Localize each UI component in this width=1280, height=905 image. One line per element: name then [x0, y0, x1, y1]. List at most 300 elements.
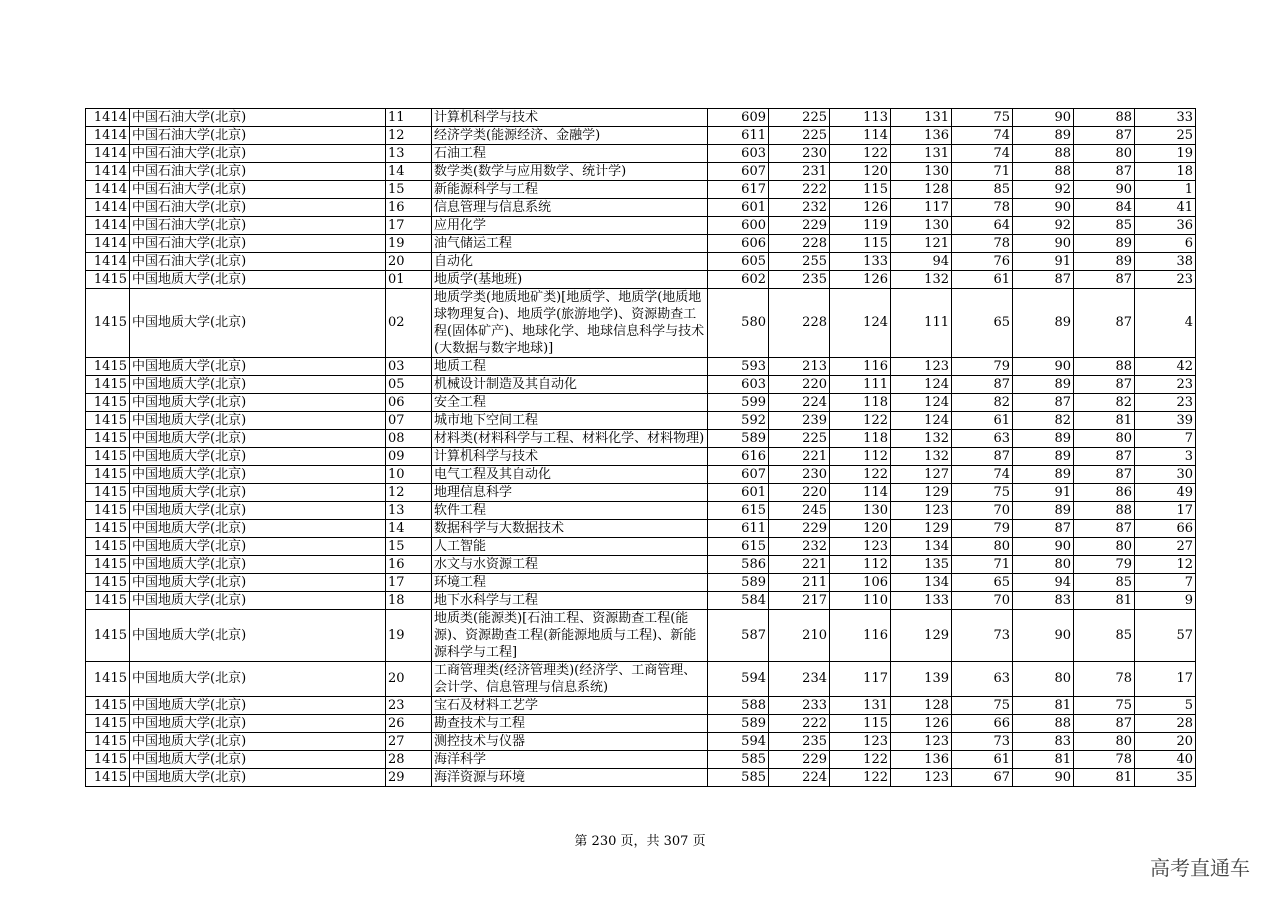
score-c5-cell: 80 [1013, 662, 1074, 697]
school-code-cell: 1414 [86, 253, 130, 271]
major-code-cell: 05 [386, 376, 432, 394]
major-code-cell: 18 [386, 592, 432, 610]
score-c6-cell: 89 [1074, 253, 1135, 271]
table-row [86, 430, 1196, 448]
score-total-cell: 601 [708, 484, 769, 502]
major-name-cell: 计算机科学与技术 [432, 109, 708, 127]
score-c1-cell: 225 [769, 127, 830, 145]
school-code-cell: 1415 [86, 271, 130, 289]
school-code-cell: 1414 [86, 217, 130, 235]
score-rank-cell: 1 [1135, 181, 1196, 199]
table-row [86, 127, 1196, 145]
score-c6-cell: 88 [1074, 358, 1135, 376]
score-rank-cell: 7 [1135, 574, 1196, 592]
score-rank-cell: 18 [1135, 163, 1196, 181]
table-row [86, 145, 1196, 163]
school-name-cell: 中国地质大学(北京) [130, 289, 386, 358]
score-c2-cell: 122 [830, 412, 891, 430]
score-c5-cell: 88 [1013, 163, 1074, 181]
score-c1-cell: 239 [769, 412, 830, 430]
score-c4-cell: 75 [952, 697, 1013, 715]
score-c4-cell: 79 [952, 520, 1013, 538]
score-rank-cell: 5 [1135, 697, 1196, 715]
score-c4-cell: 79 [952, 358, 1013, 376]
school-code-cell: 1415 [86, 466, 130, 484]
major-name-cell: 地质工程 [432, 358, 708, 376]
table-row [86, 163, 1196, 181]
score-c1-cell: 228 [769, 235, 830, 253]
score-c6-cell: 84 [1074, 199, 1135, 217]
score-c2-cell: 133 [830, 253, 891, 271]
school-name-cell: 中国地质大学(北京) [130, 394, 386, 412]
score-c6-cell: 80 [1074, 733, 1135, 751]
score-rank-cell: 40 [1135, 751, 1196, 769]
score-c6-cell: 87 [1074, 271, 1135, 289]
school-code-cell: 1415 [86, 592, 130, 610]
major-code-cell: 28 [386, 751, 432, 769]
page-footer: 第 230 页，共 307 页 [574, 834, 706, 849]
major-code-cell: 14 [386, 520, 432, 538]
score-c2-cell: 120 [830, 520, 891, 538]
school-name-cell: 中国地质大学(北京) [130, 412, 386, 430]
score-c6-cell: 80 [1074, 538, 1135, 556]
score-c4-cell: 61 [952, 412, 1013, 430]
major-name-cell: 海洋科学 [432, 751, 708, 769]
score-c2-cell: 120 [830, 163, 891, 181]
school-name-cell: 中国地质大学(北京) [130, 358, 386, 376]
score-rank-cell: 17 [1135, 662, 1196, 697]
score-c1-cell: 232 [769, 538, 830, 556]
score-c3-cell: 131 [891, 109, 952, 127]
score-c4-cell: 74 [952, 145, 1013, 163]
score-rank-cell: 49 [1135, 484, 1196, 502]
score-rank-cell: 66 [1135, 520, 1196, 538]
score-c5-cell: 90 [1013, 358, 1074, 376]
school-name-cell: 中国石油大学(北京) [130, 109, 386, 127]
score-c1-cell: 222 [769, 181, 830, 199]
score-rank-cell: 30 [1135, 466, 1196, 484]
score-c2-cell: 117 [830, 662, 891, 697]
score-c2-cell: 122 [830, 751, 891, 769]
score-c3-cell: 135 [891, 556, 952, 574]
score-c6-cell: 81 [1074, 592, 1135, 610]
score-rank-cell: 4 [1135, 289, 1196, 358]
school-code-cell: 1415 [86, 751, 130, 769]
major-name-cell: 经济学类(能源经济、金融学) [432, 127, 708, 145]
score-c2-cell: 124 [830, 289, 891, 358]
table-row [86, 199, 1196, 217]
score-c1-cell: 220 [769, 484, 830, 502]
score-c5-cell: 90 [1013, 769, 1074, 787]
score-total-cell: 599 [708, 394, 769, 412]
score-total-cell: 603 [708, 376, 769, 394]
score-c5-cell: 82 [1013, 412, 1074, 430]
score-c1-cell: 225 [769, 430, 830, 448]
score-c4-cell: 74 [952, 127, 1013, 145]
school-name-cell: 中国地质大学(北京) [130, 538, 386, 556]
school-name-cell: 中国地质大学(北京) [130, 769, 386, 787]
score-c6-cell: 88 [1074, 502, 1135, 520]
school-code-cell: 1414 [86, 163, 130, 181]
school-code-cell: 1415 [86, 538, 130, 556]
score-rank-cell: 36 [1135, 217, 1196, 235]
score-total-cell: 588 [708, 697, 769, 715]
score-rank-cell: 28 [1135, 715, 1196, 733]
major-code-cell: 11 [386, 109, 432, 127]
score-total-cell: 617 [708, 181, 769, 199]
school-code-cell: 1414 [86, 181, 130, 199]
score-c1-cell: 230 [769, 145, 830, 163]
school-name-cell: 中国地质大学(北京) [130, 502, 386, 520]
score-total-cell: 600 [708, 217, 769, 235]
score-c3-cell: 94 [891, 253, 952, 271]
score-total-cell: 586 [708, 556, 769, 574]
table-row [86, 662, 1196, 697]
school-code-cell: 1415 [86, 697, 130, 715]
table-row [86, 538, 1196, 556]
school-code-cell: 1415 [86, 484, 130, 502]
score-c2-cell: 114 [830, 484, 891, 502]
school-name-cell: 中国地质大学(北京) [130, 430, 386, 448]
score-c4-cell: 80 [952, 538, 1013, 556]
school-name-cell: 中国石油大学(北京) [130, 199, 386, 217]
major-name-cell: 计算机科学与技术 [432, 448, 708, 466]
score-c6-cell: 87 [1074, 127, 1135, 145]
major-name-cell: 宝石及材料工艺学 [432, 697, 708, 715]
table-row [86, 412, 1196, 430]
table-row [86, 394, 1196, 412]
school-code-cell: 1415 [86, 769, 130, 787]
score-c6-cell: 81 [1074, 769, 1135, 787]
score-c1-cell: 230 [769, 466, 830, 484]
school-name-cell: 中国地质大学(北京) [130, 448, 386, 466]
score-c5-cell: 89 [1013, 376, 1074, 394]
score-c1-cell: 220 [769, 376, 830, 394]
score-c5-cell: 89 [1013, 127, 1074, 145]
watermark: 高考直通车 [1150, 856, 1250, 880]
table-row [86, 376, 1196, 394]
score-c4-cell: 87 [952, 376, 1013, 394]
score-c3-cell: 134 [891, 538, 952, 556]
score-c5-cell: 88 [1013, 715, 1074, 733]
school-code-cell: 1415 [86, 358, 130, 376]
score-c3-cell: 131 [891, 145, 952, 163]
score-c3-cell: 133 [891, 592, 952, 610]
school-name-cell: 中国地质大学(北京) [130, 751, 386, 769]
score-c6-cell: 87 [1074, 289, 1135, 358]
score-c5-cell: 83 [1013, 592, 1074, 610]
major-code-cell: 01 [386, 271, 432, 289]
score-c2-cell: 116 [830, 358, 891, 376]
major-code-cell: 06 [386, 394, 432, 412]
score-c3-cell: 130 [891, 217, 952, 235]
score-c5-cell: 90 [1013, 538, 1074, 556]
score-total-cell: 602 [708, 271, 769, 289]
major-code-cell: 27 [386, 733, 432, 751]
school-name-cell: 中国地质大学(北京) [130, 697, 386, 715]
score-rank-cell: 12 [1135, 556, 1196, 574]
major-name-cell: 油气储运工程 [432, 235, 708, 253]
major-name-cell: 新能源科学与工程 [432, 181, 708, 199]
score-total-cell: 585 [708, 751, 769, 769]
table-row [86, 217, 1196, 235]
table-row [86, 448, 1196, 466]
major-name-cell: 安全工程 [432, 394, 708, 412]
major-code-cell: 17 [386, 217, 432, 235]
score-c3-cell: 132 [891, 430, 952, 448]
score-c6-cell: 87 [1074, 466, 1135, 484]
score-c4-cell: 73 [952, 733, 1013, 751]
score-c1-cell: 229 [769, 217, 830, 235]
table-row [86, 271, 1196, 289]
score-c4-cell: 66 [952, 715, 1013, 733]
score-total-cell: 589 [708, 715, 769, 733]
score-c1-cell: 222 [769, 715, 830, 733]
score-c6-cell: 78 [1074, 751, 1135, 769]
school-code-cell: 1415 [86, 733, 130, 751]
major-name-cell: 软件工程 [432, 502, 708, 520]
score-c4-cell: 73 [952, 610, 1013, 662]
score-total-cell: 601 [708, 199, 769, 217]
major-code-cell: 15 [386, 538, 432, 556]
score-c1-cell: 221 [769, 448, 830, 466]
score-c4-cell: 65 [952, 574, 1013, 592]
score-c4-cell: 70 [952, 502, 1013, 520]
score-c3-cell: 139 [891, 662, 952, 697]
school-code-cell: 1415 [86, 376, 130, 394]
score-c6-cell: 87 [1074, 448, 1135, 466]
score-c6-cell: 87 [1074, 520, 1135, 538]
major-code-cell: 12 [386, 127, 432, 145]
school-code-cell: 1415 [86, 502, 130, 520]
score-total-cell: 616 [708, 448, 769, 466]
school-code-cell: 1415 [86, 556, 130, 574]
score-c5-cell: 83 [1013, 733, 1074, 751]
school-name-cell: 中国石油大学(北京) [130, 145, 386, 163]
score-c2-cell: 131 [830, 697, 891, 715]
major-name-cell: 石油工程 [432, 145, 708, 163]
score-c6-cell: 85 [1074, 574, 1135, 592]
school-name-cell: 中国地质大学(北京) [130, 466, 386, 484]
school-code-cell: 1415 [86, 715, 130, 733]
score-c1-cell: 255 [769, 253, 830, 271]
score-rank-cell: 42 [1135, 358, 1196, 376]
score-c5-cell: 90 [1013, 109, 1074, 127]
major-name-cell: 人工智能 [432, 538, 708, 556]
score-c2-cell: 123 [830, 538, 891, 556]
major-code-cell: 19 [386, 235, 432, 253]
score-rank-cell: 17 [1135, 502, 1196, 520]
school-code-cell: 1415 [86, 448, 130, 466]
score-rank-cell: 7 [1135, 430, 1196, 448]
school-name-cell: 中国地质大学(北京) [130, 592, 386, 610]
score-c3-cell: 117 [891, 199, 952, 217]
school-code-cell: 1415 [86, 574, 130, 592]
score-c3-cell: 134 [891, 574, 952, 592]
score-c4-cell: 63 [952, 662, 1013, 697]
score-c1-cell: 221 [769, 556, 830, 574]
major-name-cell: 地下水科学与工程 [432, 592, 708, 610]
score-c6-cell: 85 [1074, 217, 1135, 235]
table-row [86, 715, 1196, 733]
table-row [86, 466, 1196, 484]
score-c5-cell: 90 [1013, 199, 1074, 217]
score-c3-cell: 128 [891, 697, 952, 715]
score-c5-cell: 87 [1013, 394, 1074, 412]
school-name-cell: 中国地质大学(北京) [130, 715, 386, 733]
school-name-cell: 中国地质大学(北京) [130, 574, 386, 592]
score-total-cell: 589 [708, 430, 769, 448]
score-rank-cell: 38 [1135, 253, 1196, 271]
table-row [86, 358, 1196, 376]
score-c1-cell: 231 [769, 163, 830, 181]
score-c3-cell: 124 [891, 394, 952, 412]
major-code-cell: 16 [386, 556, 432, 574]
score-c3-cell: 136 [891, 127, 952, 145]
major-code-cell: 20 [386, 253, 432, 271]
score-c1-cell: 245 [769, 502, 830, 520]
table-row [86, 109, 1196, 127]
score-c6-cell: 89 [1074, 235, 1135, 253]
score-c5-cell: 81 [1013, 697, 1074, 715]
major-code-cell: 23 [386, 697, 432, 715]
major-code-cell: 03 [386, 358, 432, 376]
school-code-cell: 1415 [86, 430, 130, 448]
school-code-cell: 1415 [86, 662, 130, 697]
score-c3-cell: 123 [891, 733, 952, 751]
score-c3-cell: 124 [891, 376, 952, 394]
major-code-cell: 07 [386, 412, 432, 430]
school-name-cell: 中国石油大学(北京) [130, 127, 386, 145]
major-name-cell: 地理信息科学 [432, 484, 708, 502]
score-c4-cell: 87 [952, 448, 1013, 466]
score-c4-cell: 78 [952, 235, 1013, 253]
score-total-cell: 584 [708, 592, 769, 610]
score-c4-cell: 64 [952, 217, 1013, 235]
school-name-cell: 中国地质大学(北京) [130, 556, 386, 574]
score-c4-cell: 70 [952, 592, 1013, 610]
major-name-cell: 数据科学与大数据技术 [432, 520, 708, 538]
score-total-cell: 594 [708, 733, 769, 751]
score-c2-cell: 122 [830, 145, 891, 163]
score-rank-cell: 41 [1135, 199, 1196, 217]
score-c5-cell: 89 [1013, 430, 1074, 448]
score-c5-cell: 89 [1013, 289, 1074, 358]
score-c2-cell: 114 [830, 127, 891, 145]
score-c3-cell: 130 [891, 163, 952, 181]
score-total-cell: 587 [708, 610, 769, 662]
score-c6-cell: 87 [1074, 715, 1135, 733]
score-c1-cell: 233 [769, 697, 830, 715]
major-code-cell: 16 [386, 199, 432, 217]
school-name-cell: 中国石油大学(北京) [130, 235, 386, 253]
score-total-cell: 615 [708, 538, 769, 556]
score-rank-cell: 9 [1135, 592, 1196, 610]
major-name-cell: 测控技术与仪器 [432, 733, 708, 751]
major-name-cell: 地质学类(地质地矿类)[地质学、地质学(地质地球物理复合)、地质学(旅游地学)、资源勘查工程(固体矿产)、地球化学、地球信息科学与技术(大数据与数字地球)] [432, 289, 708, 358]
school-code-cell: 1414 [86, 235, 130, 253]
score-total-cell: 585 [708, 769, 769, 787]
score-c3-cell: 136 [891, 751, 952, 769]
major-name-cell: 工商管理类(经济管理类)(经济学、工商管理、会计学、信息管理与信息系统) [432, 662, 708, 697]
score-c1-cell: 235 [769, 733, 830, 751]
score-total-cell: 605 [708, 253, 769, 271]
school-code-cell: 1415 [86, 610, 130, 662]
score-c2-cell: 122 [830, 466, 891, 484]
score-rank-cell: 3 [1135, 448, 1196, 466]
school-name-cell: 中国地质大学(北京) [130, 520, 386, 538]
score-c1-cell: 229 [769, 751, 830, 769]
score-c2-cell: 123 [830, 733, 891, 751]
score-c5-cell: 94 [1013, 574, 1074, 592]
score-c5-cell: 81 [1013, 751, 1074, 769]
score-c6-cell: 88 [1074, 109, 1135, 127]
table-row [86, 520, 1196, 538]
score-c1-cell: 234 [769, 662, 830, 697]
score-c5-cell: 88 [1013, 145, 1074, 163]
major-code-cell: 08 [386, 430, 432, 448]
score-c5-cell: 90 [1013, 235, 1074, 253]
score-c2-cell: 115 [830, 715, 891, 733]
score-c4-cell: 85 [952, 181, 1013, 199]
score-c2-cell: 110 [830, 592, 891, 610]
school-name-cell: 中国石油大学(北京) [130, 253, 386, 271]
score-rank-cell: 20 [1135, 733, 1196, 751]
score-c5-cell: 80 [1013, 556, 1074, 574]
score-c6-cell: 90 [1074, 181, 1135, 199]
score-c6-cell: 80 [1074, 430, 1135, 448]
score-c6-cell: 80 [1074, 145, 1135, 163]
score-c5-cell: 92 [1013, 217, 1074, 235]
score-c4-cell: 61 [952, 271, 1013, 289]
score-c2-cell: 113 [830, 109, 891, 127]
score-c2-cell: 122 [830, 769, 891, 787]
score-c6-cell: 85 [1074, 610, 1135, 662]
school-name-cell: 中国地质大学(北京) [130, 662, 386, 697]
major-name-cell: 城市地下空间工程 [432, 412, 708, 430]
score-total-cell: 580 [708, 289, 769, 358]
table-row [86, 769, 1196, 787]
score-c4-cell: 78 [952, 199, 1013, 217]
table-row [86, 733, 1196, 751]
score-c2-cell: 116 [830, 610, 891, 662]
score-rank-cell: 19 [1135, 145, 1196, 163]
score-c2-cell: 126 [830, 199, 891, 217]
score-c3-cell: 111 [891, 289, 952, 358]
major-name-cell: 地质类(能源类)[石油工程、资源勘查工程(能源)、资源勘查工程(新能源地质与工程)、新能源科学与工程] [432, 610, 708, 662]
score-c3-cell: 126 [891, 715, 952, 733]
score-c5-cell: 91 [1013, 484, 1074, 502]
score-c3-cell: 129 [891, 610, 952, 662]
score-rank-cell: 27 [1135, 538, 1196, 556]
school-code-cell: 1415 [86, 289, 130, 358]
score-c1-cell: 225 [769, 109, 830, 127]
score-rank-cell: 6 [1135, 235, 1196, 253]
score-c4-cell: 71 [952, 163, 1013, 181]
score-rank-cell: 57 [1135, 610, 1196, 662]
score-c5-cell: 89 [1013, 466, 1074, 484]
score-c3-cell: 129 [891, 484, 952, 502]
table-row [86, 592, 1196, 610]
score-c4-cell: 76 [952, 253, 1013, 271]
table-row [86, 574, 1196, 592]
score-c1-cell: 210 [769, 610, 830, 662]
score-c4-cell: 74 [952, 466, 1013, 484]
score-c3-cell: 132 [891, 448, 952, 466]
score-c5-cell: 89 [1013, 448, 1074, 466]
score-total-cell: 611 [708, 520, 769, 538]
major-code-cell: 13 [386, 145, 432, 163]
